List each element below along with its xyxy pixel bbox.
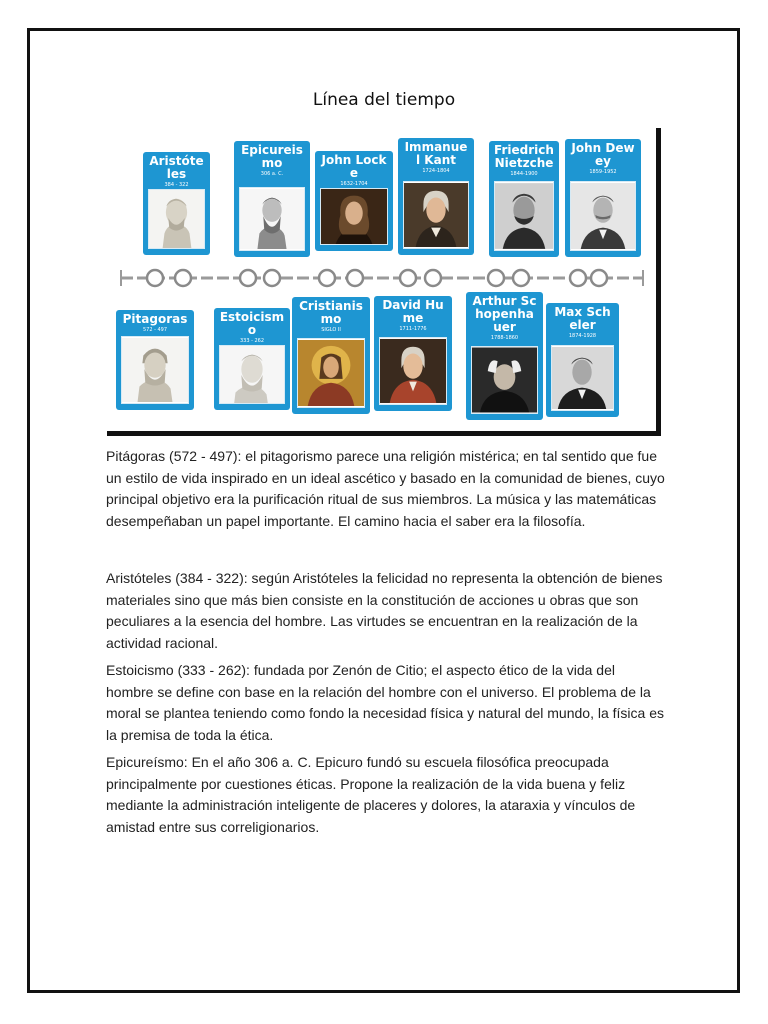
paragraph-epicureismo: Epicureísmo: En el año 306 a. C. Epicuro fundó su escuela filosófica preocupada principalmente por cuestiones éticas. Propone la realización de la vida buena y feliz mediante la administración inteligente de placeres y dolores, la ataraxia y vínculos de amistad entre sus correligionarios. xyxy=(106,754,636,835)
card-dates: 384 - 322 xyxy=(164,182,189,188)
card-name: Cristianismo xyxy=(299,299,363,326)
card-name: Aristóteles xyxy=(149,154,204,181)
card-dates: 1632-1704 xyxy=(340,181,368,187)
card-dates: SIGLO II xyxy=(321,327,341,333)
card-dates: 1711-1776 xyxy=(399,326,427,332)
nietzsche-photo-icon xyxy=(494,181,554,251)
card-name: Max Scheler xyxy=(554,305,611,332)
aristotle-bust-icon xyxy=(148,189,205,249)
christ-mosaic-icon xyxy=(297,338,365,408)
card-friedrich-nietzche xyxy=(489,141,559,257)
locke-portrait-icon xyxy=(320,188,388,245)
card-name: John Locke xyxy=(321,153,387,180)
card-dates: 1844-1900 xyxy=(510,171,538,177)
zeno-bust-icon xyxy=(219,345,285,404)
card-name: John Dewey xyxy=(571,141,635,168)
card-immanuel-kant xyxy=(398,138,474,255)
scheler-photo-icon xyxy=(551,345,614,411)
card-estoicismo xyxy=(214,308,290,410)
card-dates: 572 - 497 xyxy=(142,327,168,333)
card-name: Arthur Schopenhauer xyxy=(472,294,537,334)
card-david-hume xyxy=(374,296,452,411)
card-dates: 1788-1860 xyxy=(490,335,519,341)
card-pitagoras xyxy=(116,310,194,410)
card-john-dewey xyxy=(565,139,641,257)
page-title: Línea del tiempo xyxy=(312,90,456,110)
card-arthur-schopenhauer xyxy=(466,292,543,420)
card-dates: 1724-1804 xyxy=(422,168,450,174)
card-max-scheler xyxy=(546,303,619,417)
schopenhauer-photo-icon xyxy=(471,346,538,414)
card-dates: 1859-1952 xyxy=(589,169,617,175)
card-name: Friedrich Nietzche xyxy=(494,143,554,170)
card-dates: 333 - 262 xyxy=(239,338,265,344)
hume-portrait-icon xyxy=(379,337,447,405)
card-name: Estoicismo xyxy=(219,310,285,337)
card-cristianismo xyxy=(292,297,370,414)
card-epicureismo xyxy=(234,141,310,257)
card-dates: 306 a. C. xyxy=(260,171,284,177)
card-john-locke xyxy=(315,151,393,251)
paragraph-aristoteles: Aristóteles (384 - 322): según Aristóteles la felicidad no representa la obtención de bienes materiales sino que más bien consiste en la constitución de acciones u obras que son peculiares a la esencia del hombre. Las virtudes se encuentran en la realización de la actividad racional. xyxy=(106,570,663,651)
card-name: Immanuel Kant xyxy=(404,140,468,167)
card-name: David Hume xyxy=(382,298,444,325)
card-dates: 1874-1928 xyxy=(568,333,597,339)
card-aristoteles xyxy=(143,152,210,255)
card-name: Epicureismo xyxy=(241,143,303,170)
card-name: Pitagoras xyxy=(122,312,188,326)
figure-shadow-bottom xyxy=(107,431,661,436)
paragraph-estoicismo: Estoicismo (333 - 262): fundada por Zenón de Citio; el aspecto ético de la vida del hombre se define con base en la relación del hombre con el universo. El problema de la moral se plantea teniendo como fondo la necesidad física y natural del mundo, la física es la premisa de toda la ética. xyxy=(106,662,664,743)
figure-shadow-right xyxy=(656,128,661,436)
paragraph-pitagoras: Pitágoras (572 - 497): el pitagorismo parece una religión mistérica; en tal sentido que fue un estilo de vida inspirado en un ideal ascético y basado en la comunidad de bienes, cuyo principal objetivo era la purificación ritual de sus miembros. La música y las matemáticas desempeñaban un papel importante. El camino hacia el saber era la filosofía. xyxy=(106,448,665,529)
dewey-photo-icon xyxy=(570,181,636,251)
kant-portrait-icon xyxy=(403,181,469,249)
epicurus-bust-icon xyxy=(239,187,305,251)
pythagoras-bust-icon xyxy=(121,336,189,404)
